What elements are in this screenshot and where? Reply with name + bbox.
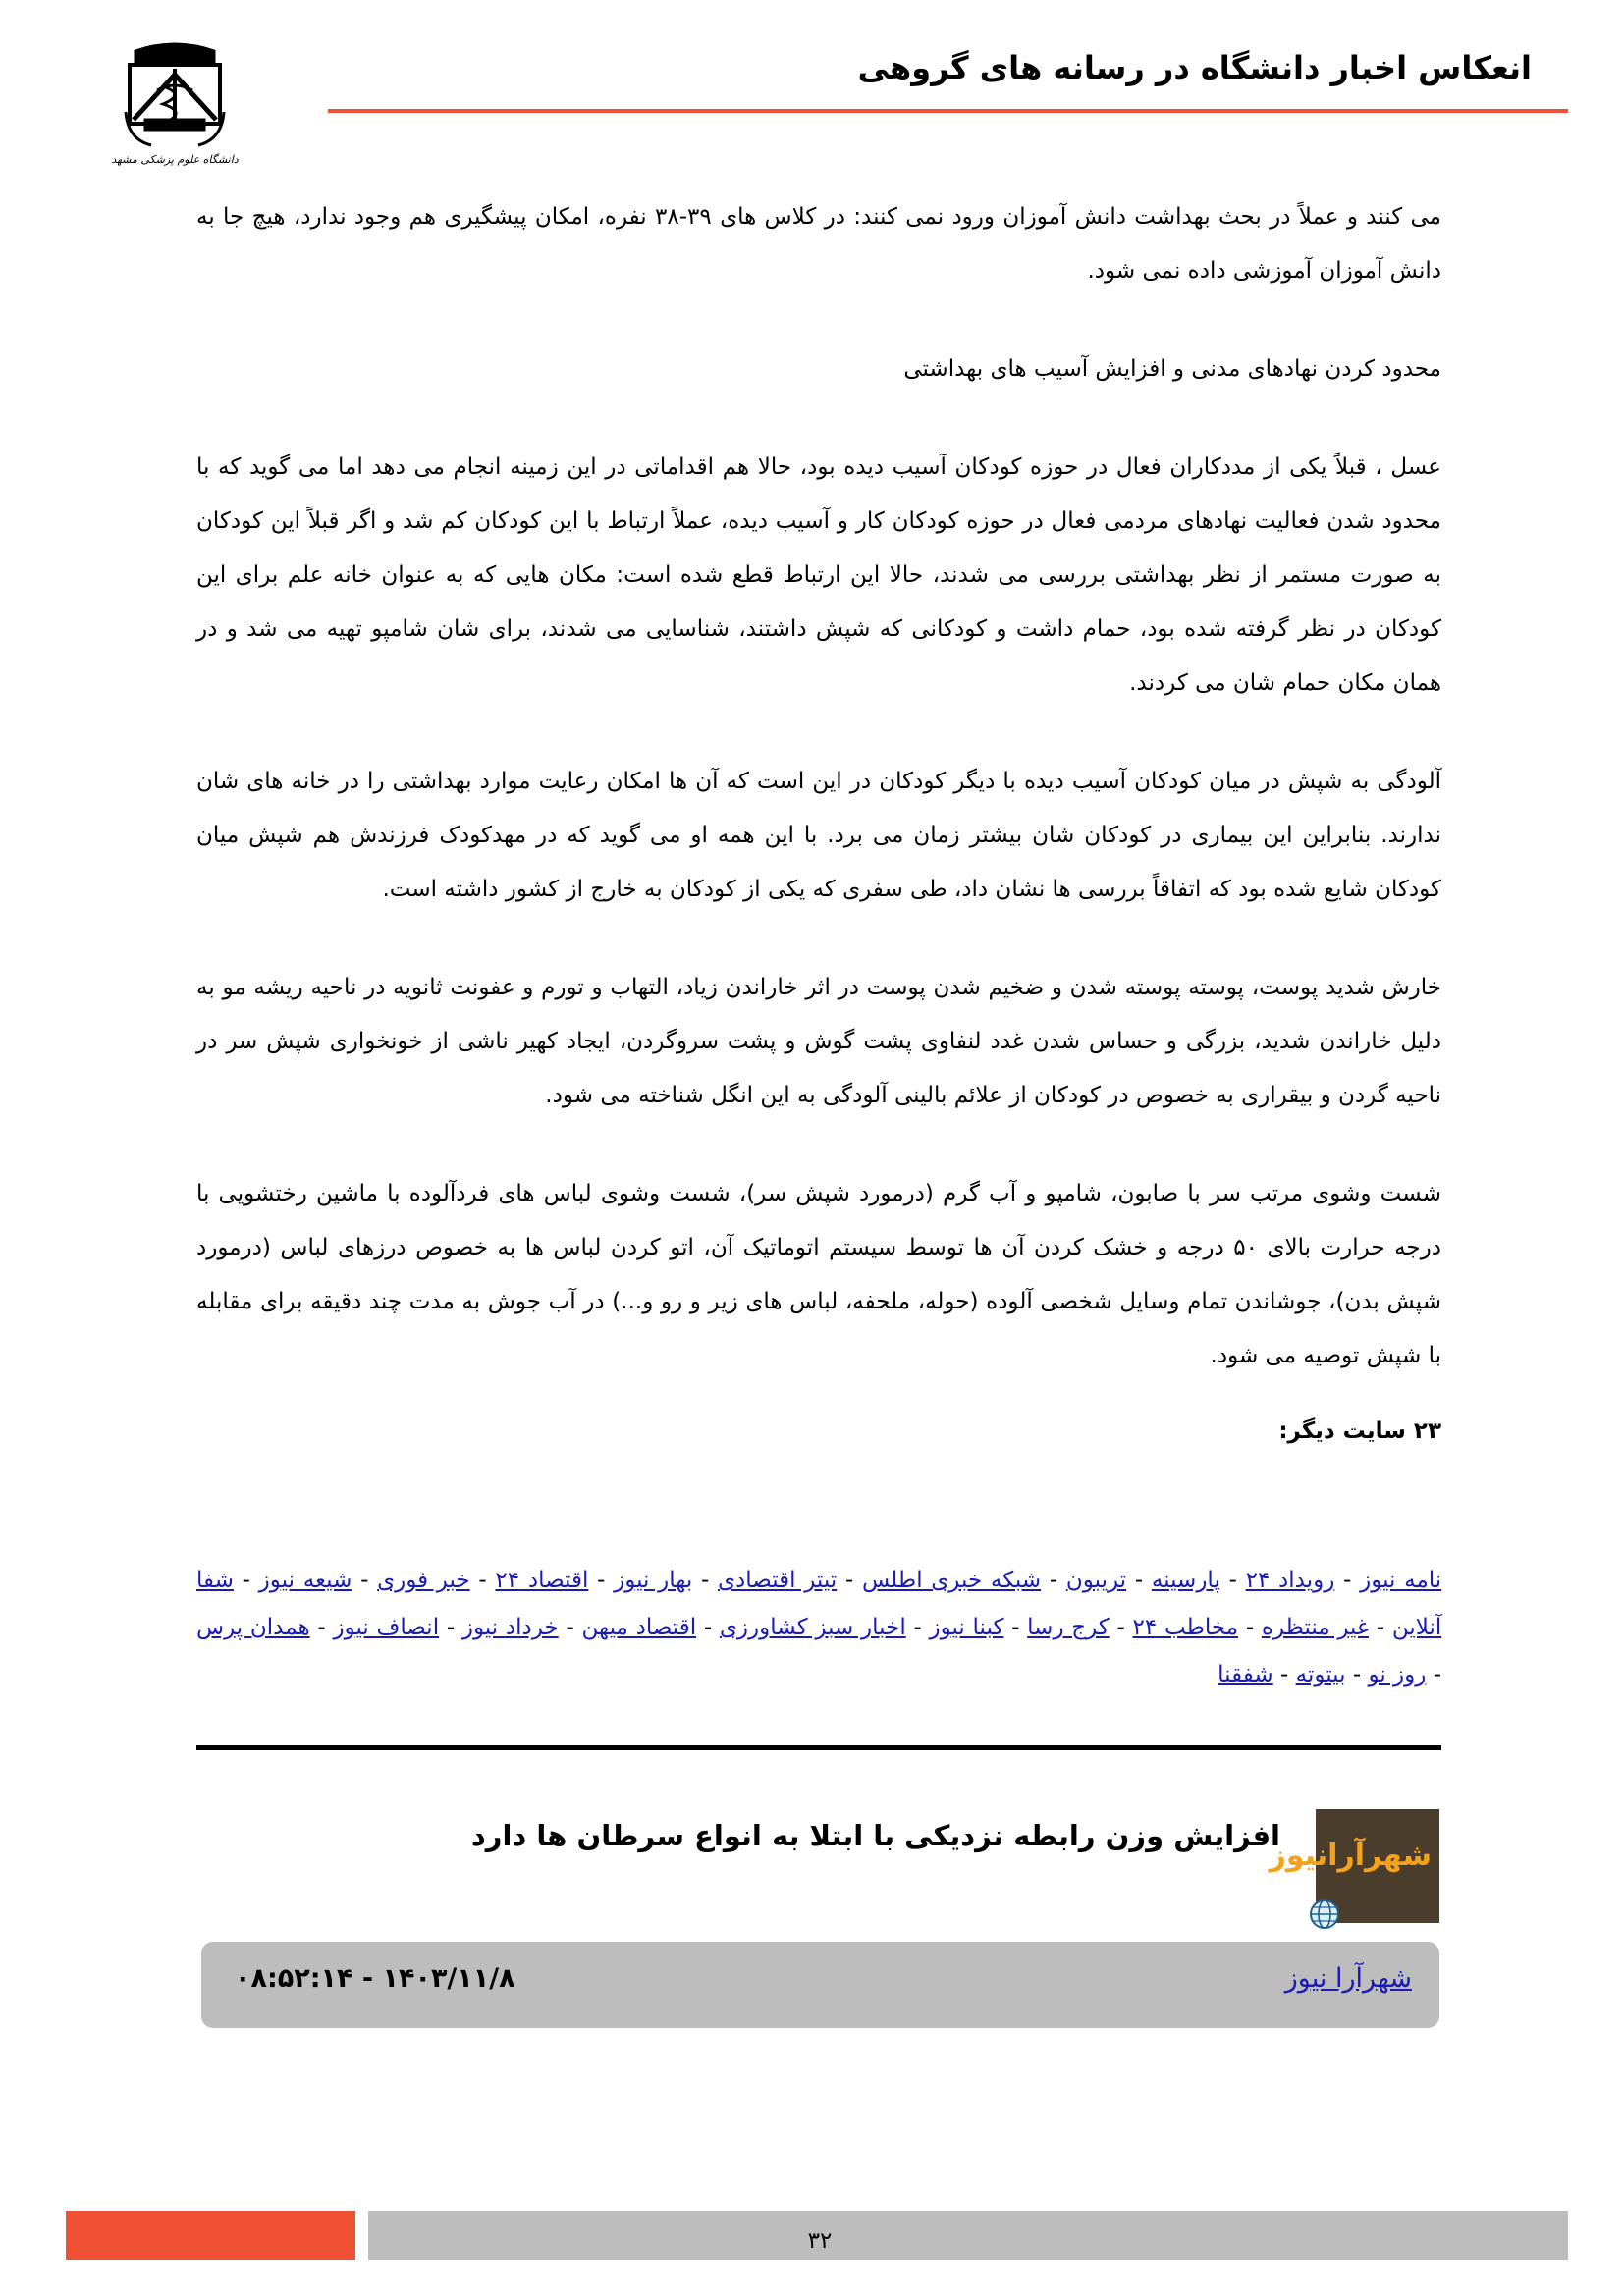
- site-link[interactable]: شیعه نیوز: [258, 1568, 352, 1593]
- site-separator: -: [446, 1615, 456, 1640]
- site-separator: -: [1433, 1662, 1441, 1687]
- site-link[interactable]: همدان پرس: [196, 1615, 310, 1640]
- site-link[interactable]: خرداد نیوز: [461, 1615, 559, 1640]
- news-agency-logo-icon[interactable]: [1269, 1809, 1439, 1923]
- other-sites-list: [196, 1557, 1441, 1698]
- site-separator: -: [1134, 1568, 1144, 1593]
- logo-caption: دانشگاه علوم پزشکی مشهد: [111, 153, 239, 166]
- site-separator: -: [242, 1568, 250, 1593]
- site-link[interactable]: مخاطب ۲۴: [1132, 1615, 1239, 1640]
- site-link[interactable]: کبنا نیوز: [929, 1615, 1004, 1640]
- article-subheading: محدود کردن نهادهای مدنی و افزایش آسیب های بهداشتی: [903, 356, 1441, 382]
- site-separator: -: [700, 1568, 710, 1593]
- header-divider: [328, 109, 1568, 113]
- site-separator: -: [566, 1615, 574, 1640]
- article-body: [196, 190, 1441, 1486]
- site-link[interactable]: شبکه خبری اطلس: [861, 1568, 1042, 1593]
- site-link[interactable]: بیتوته: [1295, 1662, 1346, 1687]
- site-separator: -: [1343, 1568, 1352, 1593]
- site-link[interactable]: روز نو: [1368, 1662, 1427, 1687]
- page-number: ۳۲: [807, 2228, 833, 2254]
- site-separator: -: [1116, 1615, 1125, 1640]
- article-paragraph: عسل ، قبلاً یکی از مددکاران فعال در حوزه کودکان آسیب دیده بود، حالا هم اقداماتی در این زمینه انجام می دهد اما می گوید که با محدود شدن فعالیت نهادهای مردمی فعال در حوزه کودکان کار و آسیب دیده، عملاً ارتباط با این کودکان کم شد و اگر قبلاً این کودکان به صورت مستمر از نظر بهداشتی بررسی می شدند، حالا این ارتباط قطع شده است: مکان هایی که به عنوان خانه علم برای این کودکان در نظر گرفته شده بود، حمام داشت و کودکانی که شپش داشتند، شناسایی می شدند، برای شان شامپو تهیه می شد و در همان مکان حمام شان می کردند.: [196, 454, 1441, 696]
- section-divider: [196, 1745, 1441, 1750]
- site-link[interactable]: شفا آنلاین: [196, 1568, 1442, 1640]
- site-link[interactable]: شفقنا: [1218, 1662, 1273, 1687]
- site-separator: -: [913, 1615, 922, 1640]
- site-separator: -: [360, 1568, 369, 1593]
- article-paragraph: می کنند و عملاً در بحث بهداشت دانش آموزان ورود نمی کنند: در کلاس های ۳۹-۳۸ نفره، امکان پیشگیری هم وجود ندارد، هیچ جا به دانش آموزان آموزشی داده نمی شود.: [196, 204, 1441, 284]
- site-separator: -: [1352, 1662, 1362, 1687]
- news-datetime: ۱۴۰۳/۱۱/۸ - ۰۸:۵۲:۱۴: [235, 1963, 515, 1994]
- site-link[interactable]: بهار نیوز: [614, 1568, 693, 1593]
- news-agency-logo-text: شهرآرانیوز: [1269, 1839, 1432, 1873]
- news-headline: افزایش وزن رابطه نزدیکی با ابتلا به انواع سرطان ها دارد: [470, 1819, 1280, 1852]
- site-separator: -: [597, 1568, 606, 1593]
- site-separator: -: [1228, 1568, 1237, 1593]
- news-source-bar: [201, 1942, 1439, 2028]
- site-link[interactable]: تریبون: [1065, 1568, 1127, 1593]
- university-logo-icon: [106, 35, 244, 173]
- article-paragraph: شست وشوی مرتب سر با صابون، شامپو و آب گرم (درمورد شپش سر)، شست وشوی لباس های فردآلوده با ماشین رختشویی با درجه حرارت بالای ۵۰ درجه و خشک کردن آن ها توسط سیستم اتوماتیک آن، اتو کردن لباس ها به خصوص درزهای لباس (درمورد شپش بدن)، جوشاندن تمام وسایل شخصی آلوده (حوله، ملحفه، لباس های زیر و رو و...) در آب جوش به مدت چند دقیقه برای مقابله با شپش توصیه می شود.: [196, 1181, 1442, 1368]
- news-source-link[interactable]: شهرآرا نیوز: [1284, 1963, 1412, 1994]
- footer-gray-bar: [368, 2211, 1568, 2260]
- site-link[interactable]: خبر فوری: [377, 1568, 470, 1593]
- site-separator: -: [1049, 1568, 1058, 1593]
- site-separator: -: [844, 1568, 854, 1593]
- site-link[interactable]: تیتر اقتصادی: [718, 1568, 838, 1593]
- article-paragraph: خارش شدید پوست، پوسته پوسته شدن و ضخیم شدن پوست در اثر خاراندن زیاد، التهاب و تورم و عفونت ثانویه در ناحیه ریشه مو به دلیل خاراندن شدید، بزرگی و حساس شدن غدد لنفاوی پشت گوش و پشت سروگردن، ایجاد کهیر ناشی از خونخواری شپش سر در ناحیه گردن و بیقراری به خصوص در کودکان از علائم بالینی آلودگی به این انگل شناخته می شود.: [196, 975, 1441, 1108]
- site-separator: -: [703, 1615, 713, 1640]
- site-link[interactable]: انصاف نیوز: [333, 1615, 440, 1640]
- site-link[interactable]: اخبار سبز کشاورزی: [719, 1615, 906, 1640]
- site-link[interactable]: غیر منتظره: [1261, 1615, 1370, 1640]
- site-separator: -: [1376, 1615, 1385, 1640]
- site-separator: -: [1279, 1662, 1289, 1687]
- site-separator: -: [317, 1615, 326, 1640]
- site-link[interactable]: پارسینه: [1151, 1568, 1220, 1593]
- footer-accent-bar: [66, 2211, 355, 2260]
- site-separator: -: [1011, 1615, 1020, 1640]
- article-paragraph: آلودگی به شپش در میان کودکان آسیب دیده با دیگر کودکان در این است که آن ها امکان رعایت موارد بهداشتی را در خانه های شان ندارند. بنابراین این بیماری در کودکان شان بیشتر زمان می برد. با این همه او می گوید که در مهدکودک فرزندش هم شپش میان کودکان شایع شده بود که اتفاقاً بررسی ها نشان داد، طی سفری که یکی از کودکان به خارج از کشور داشته است.: [196, 769, 1441, 902]
- site-link[interactable]: اقتصاد ۲۴: [495, 1568, 589, 1593]
- site-separator: -: [478, 1568, 487, 1593]
- site-link[interactable]: کرج رسا: [1027, 1615, 1110, 1640]
- site-link[interactable]: رویداد ۲۴: [1245, 1568, 1335, 1593]
- site-separator: -: [1245, 1615, 1255, 1640]
- site-link[interactable]: نامه نیوز: [1360, 1568, 1442, 1593]
- other-sites-title: ۲۳ سایت دیگر:: [1278, 1418, 1441, 1444]
- site-link[interactable]: اقتصاد میهن: [581, 1615, 697, 1640]
- globe-icon: [1308, 1897, 1341, 1931]
- header-title: انعکاس اخبار دانشگاه در رسانه های گروهی: [857, 49, 1532, 86]
